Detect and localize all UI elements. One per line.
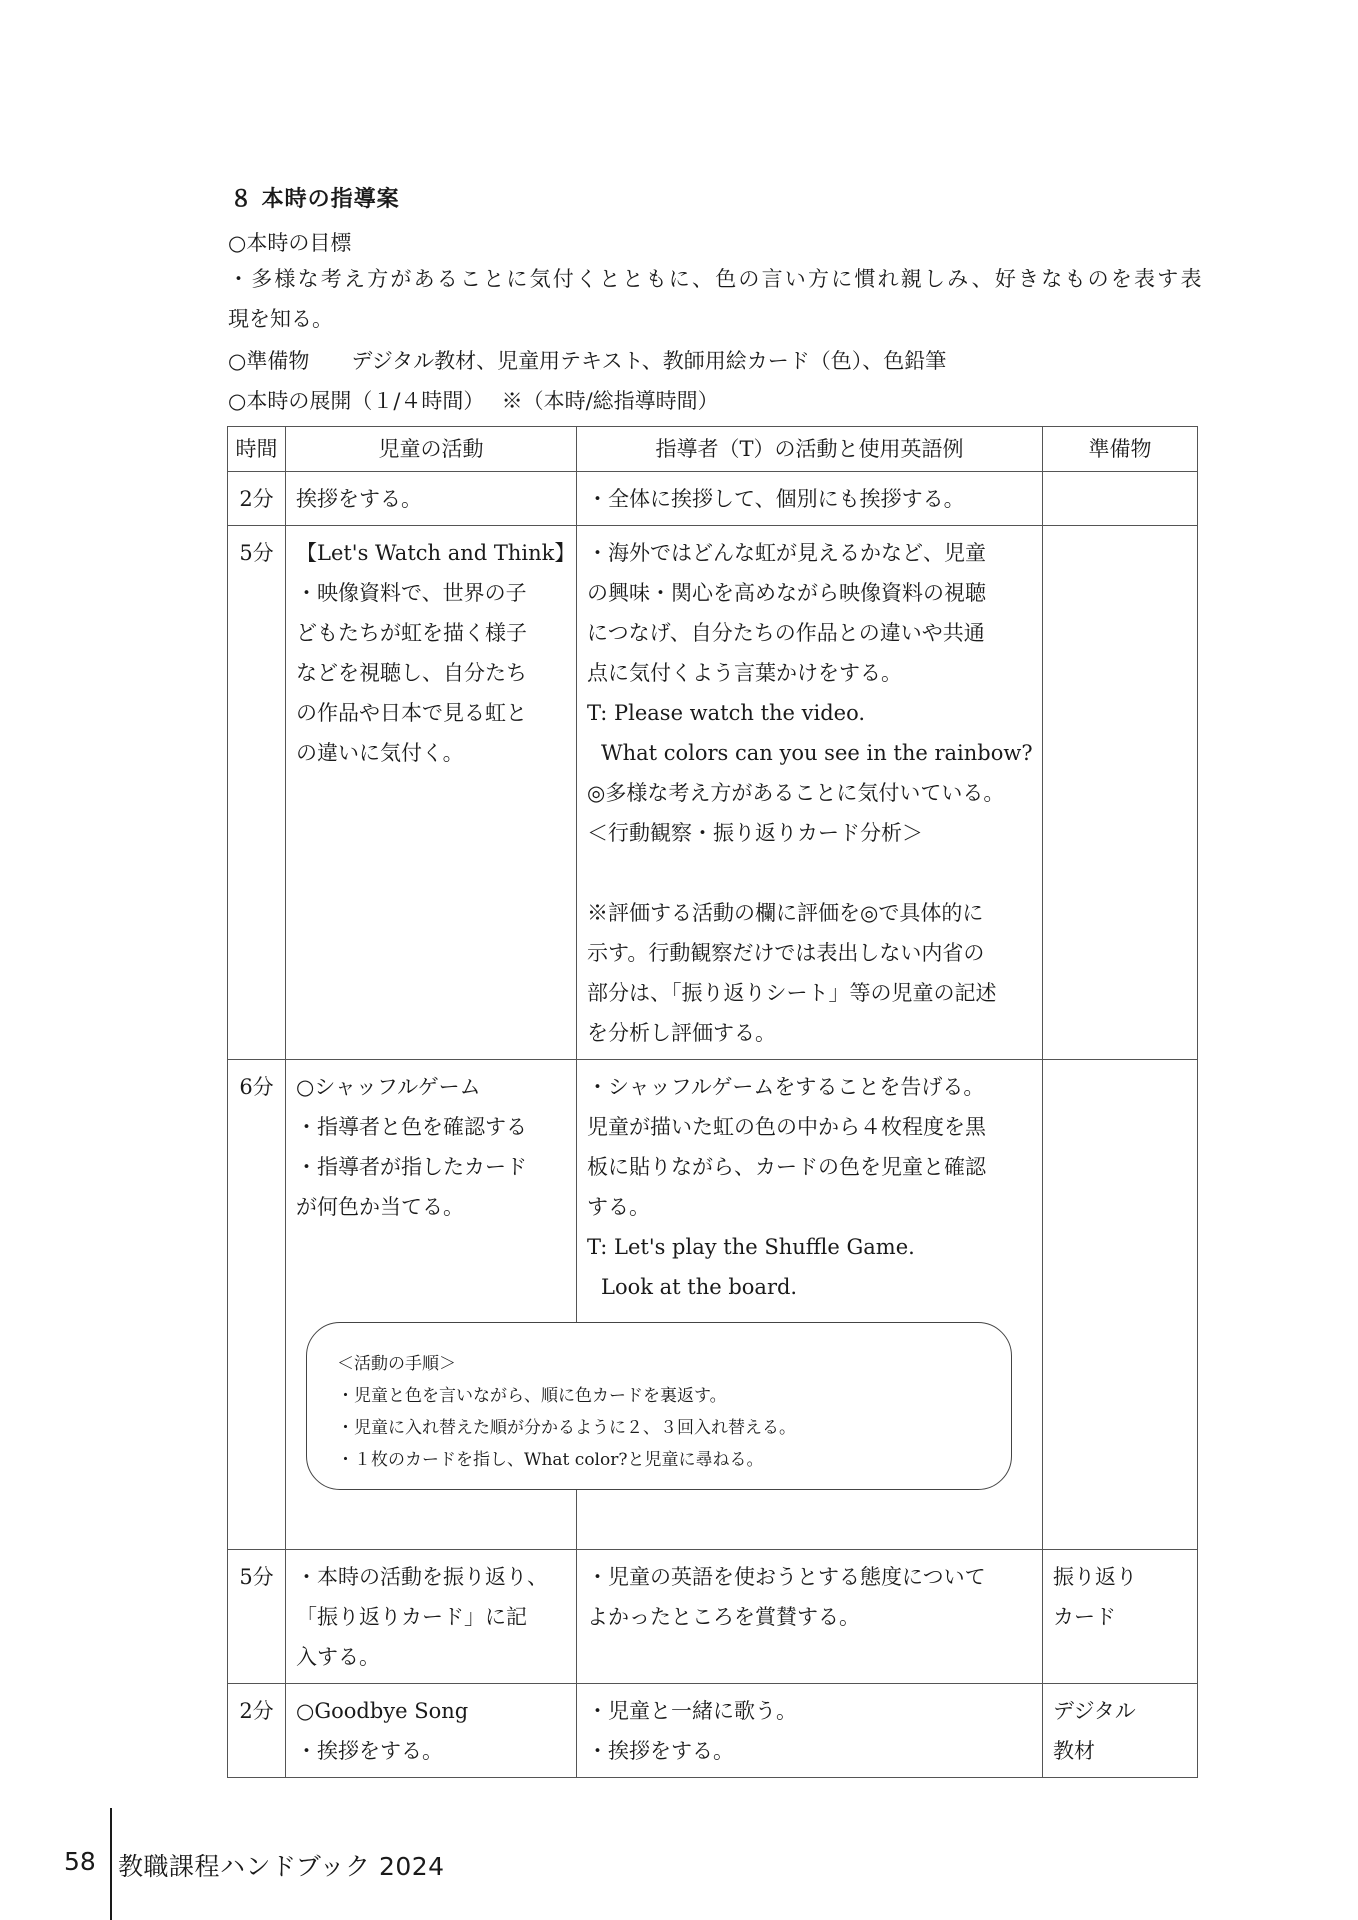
child-text: などを視聴し、自分たち	[296, 661, 527, 685]
child-text: 挨拶をする。	[296, 487, 422, 511]
development-line: ○本時の展開（１/４時間） ※（本時/総指導時間）	[228, 389, 719, 413]
footer-divider	[110, 1808, 112, 1920]
child-text: ・指導者が指したカード	[296, 1155, 527, 1179]
table-header-row	[228, 427, 1198, 472]
teacher-text: ・児童の英語を使おうとする態度について	[587, 1565, 986, 1589]
child-text: ・指導者と色を確認する	[296, 1115, 527, 1139]
procedure-step: ・児童と色を言いながら、順に色カードを裏返す。	[337, 1386, 727, 1406]
teacher-text: 児童が描いた虹の色の中から４枚程度を黒	[587, 1115, 986, 1139]
teacher-text: 板に貼りながら、カードの色を児童と確認	[587, 1155, 986, 1179]
header-materials: 準備物	[1043, 427, 1198, 472]
teacher-text: ・全体に挨拶して、個別にも挨拶する。	[587, 487, 965, 511]
teacher-english: T: Let's play the Shuffle Game.	[587, 1235, 915, 1259]
goal-text-line-2: 現を知る。	[228, 307, 333, 331]
teacher-text: ・挨拶をする。	[587, 1739, 734, 1763]
row-time: 5分	[228, 1550, 286, 1684]
header-child-activity: 児童の活動	[286, 427, 577, 472]
child-text: の作品や日本で見る虹と	[296, 701, 527, 725]
teacher-text: ・児童と一緒に歌う。	[587, 1699, 797, 1723]
row-materials	[1043, 1684, 1198, 1778]
goal-text-line-1: ・多様な考え方があることに気付くとともに、色の言い方に慣れ親しみ、好きなものを表す表	[228, 267, 1204, 291]
row-child-activity	[286, 526, 577, 1060]
section-heading: ８ 本時の指導案	[230, 187, 400, 212]
materials-text: デジタル	[1053, 1699, 1136, 1723]
row-materials	[1043, 472, 1198, 526]
goal-label: ○本時の目標	[228, 231, 352, 255]
evaluation-method: ＜行動観察・振り返りカード分析＞	[587, 821, 923, 845]
evaluation-point: ◎多様な考え方があることに気付いている。	[587, 781, 1005, 805]
materials-text: カード	[1053, 1605, 1116, 1629]
row-time: 5分	[228, 526, 286, 1060]
row-materials	[1043, 526, 1198, 1060]
teacher-text: ・シャッフルゲームをすることを告げる。	[587, 1075, 985, 1099]
procedure-step: ・１枚のカードを指し、What color?と児童に尋ねる。	[337, 1450, 764, 1470]
procedure-box	[306, 1322, 1012, 1490]
row-teacher-activity	[577, 472, 1043, 526]
teacher-text: につなげ、自分たちの作品との違いや共通	[587, 621, 985, 645]
page-number: 58	[64, 1847, 96, 1876]
teacher-english: T: Please watch the video.	[587, 701, 866, 725]
table-row	[228, 1684, 1198, 1778]
child-text: の違いに気付く。	[296, 741, 464, 765]
teacher-text: ・海外ではどんな虹が見えるかなど、児童	[587, 541, 986, 565]
child-text: ○Goodbye Song	[296, 1699, 469, 1723]
child-text: 入する。	[296, 1645, 380, 1669]
row-time: 2分	[228, 1684, 286, 1778]
row-teacher-activity	[577, 526, 1043, 1060]
teacher-text: よかったところを賞賛する。	[587, 1605, 860, 1629]
book-title: 教職課程ハンドブック 2024	[118, 1852, 445, 1881]
row-child-activity	[286, 1684, 577, 1778]
teacher-english: What colors can you see in the rainbow?	[601, 741, 1033, 765]
row-materials	[1043, 1060, 1198, 1550]
teacher-note: を分析し評価する。	[587, 1021, 776, 1045]
materials-text: 教材	[1053, 1739, 1095, 1763]
child-text: ・挨拶をする。	[296, 1739, 443, 1763]
lesson-plan-table	[227, 426, 1198, 1778]
row-teacher-activity	[577, 1550, 1043, 1684]
row-teacher-activity	[577, 1684, 1043, 1778]
teacher-english: Look at the board.	[601, 1275, 798, 1299]
row-child-activity	[286, 1550, 577, 1684]
row-time: 6分	[228, 1060, 286, 1550]
table-row	[228, 1550, 1198, 1684]
row-child-activity	[286, 472, 577, 526]
child-text: どもたちが虹を描く様子	[296, 621, 527, 645]
child-text: ○シャッフルゲーム	[296, 1075, 481, 1099]
header-teacher-activity: 指導者（T）の活動と使用英語例	[577, 427, 1043, 472]
child-text: ・本時の活動を振り返り、	[296, 1565, 548, 1589]
materials-line: ○準備物 デジタル教材、児童用テキスト、教師用絵カード（色）、色鉛筆	[228, 349, 947, 373]
teacher-note: 部分は、「振り返りシート」等の児童の記述	[587, 981, 997, 1005]
procedure-title: ＜活動の手順＞	[337, 1354, 456, 1374]
teacher-text: の興味・関心を高めながら映像資料の視聴	[587, 581, 986, 605]
teacher-note: 示す。行動観察だけでは表出しない内省の	[587, 941, 985, 965]
child-text: 「振り返りカード」に記	[296, 1605, 527, 1629]
materials-text: 振り返り	[1053, 1565, 1137, 1589]
child-text: ・映像資料で、世界の子	[296, 581, 527, 605]
teacher-note: ※評価する活動の欄に評価を◎で具体的に	[587, 901, 984, 925]
child-text: が何色か当てる。	[296, 1195, 464, 1219]
procedure-step: ・児童に入れ替えた順が分かるように２、３回入れ替える。	[337, 1418, 796, 1438]
table-row	[228, 472, 1198, 526]
row-time: 2分	[228, 472, 286, 526]
row-materials	[1043, 1550, 1198, 1684]
blank-line	[587, 853, 1032, 893]
teacher-text: する。	[587, 1195, 650, 1219]
teacher-text: 点に気付くよう言葉かけをする。	[587, 661, 902, 685]
child-text: 【Let's Watch and Think】	[296, 541, 576, 565]
table-row	[228, 526, 1198, 1060]
header-time: 時間	[228, 427, 286, 472]
